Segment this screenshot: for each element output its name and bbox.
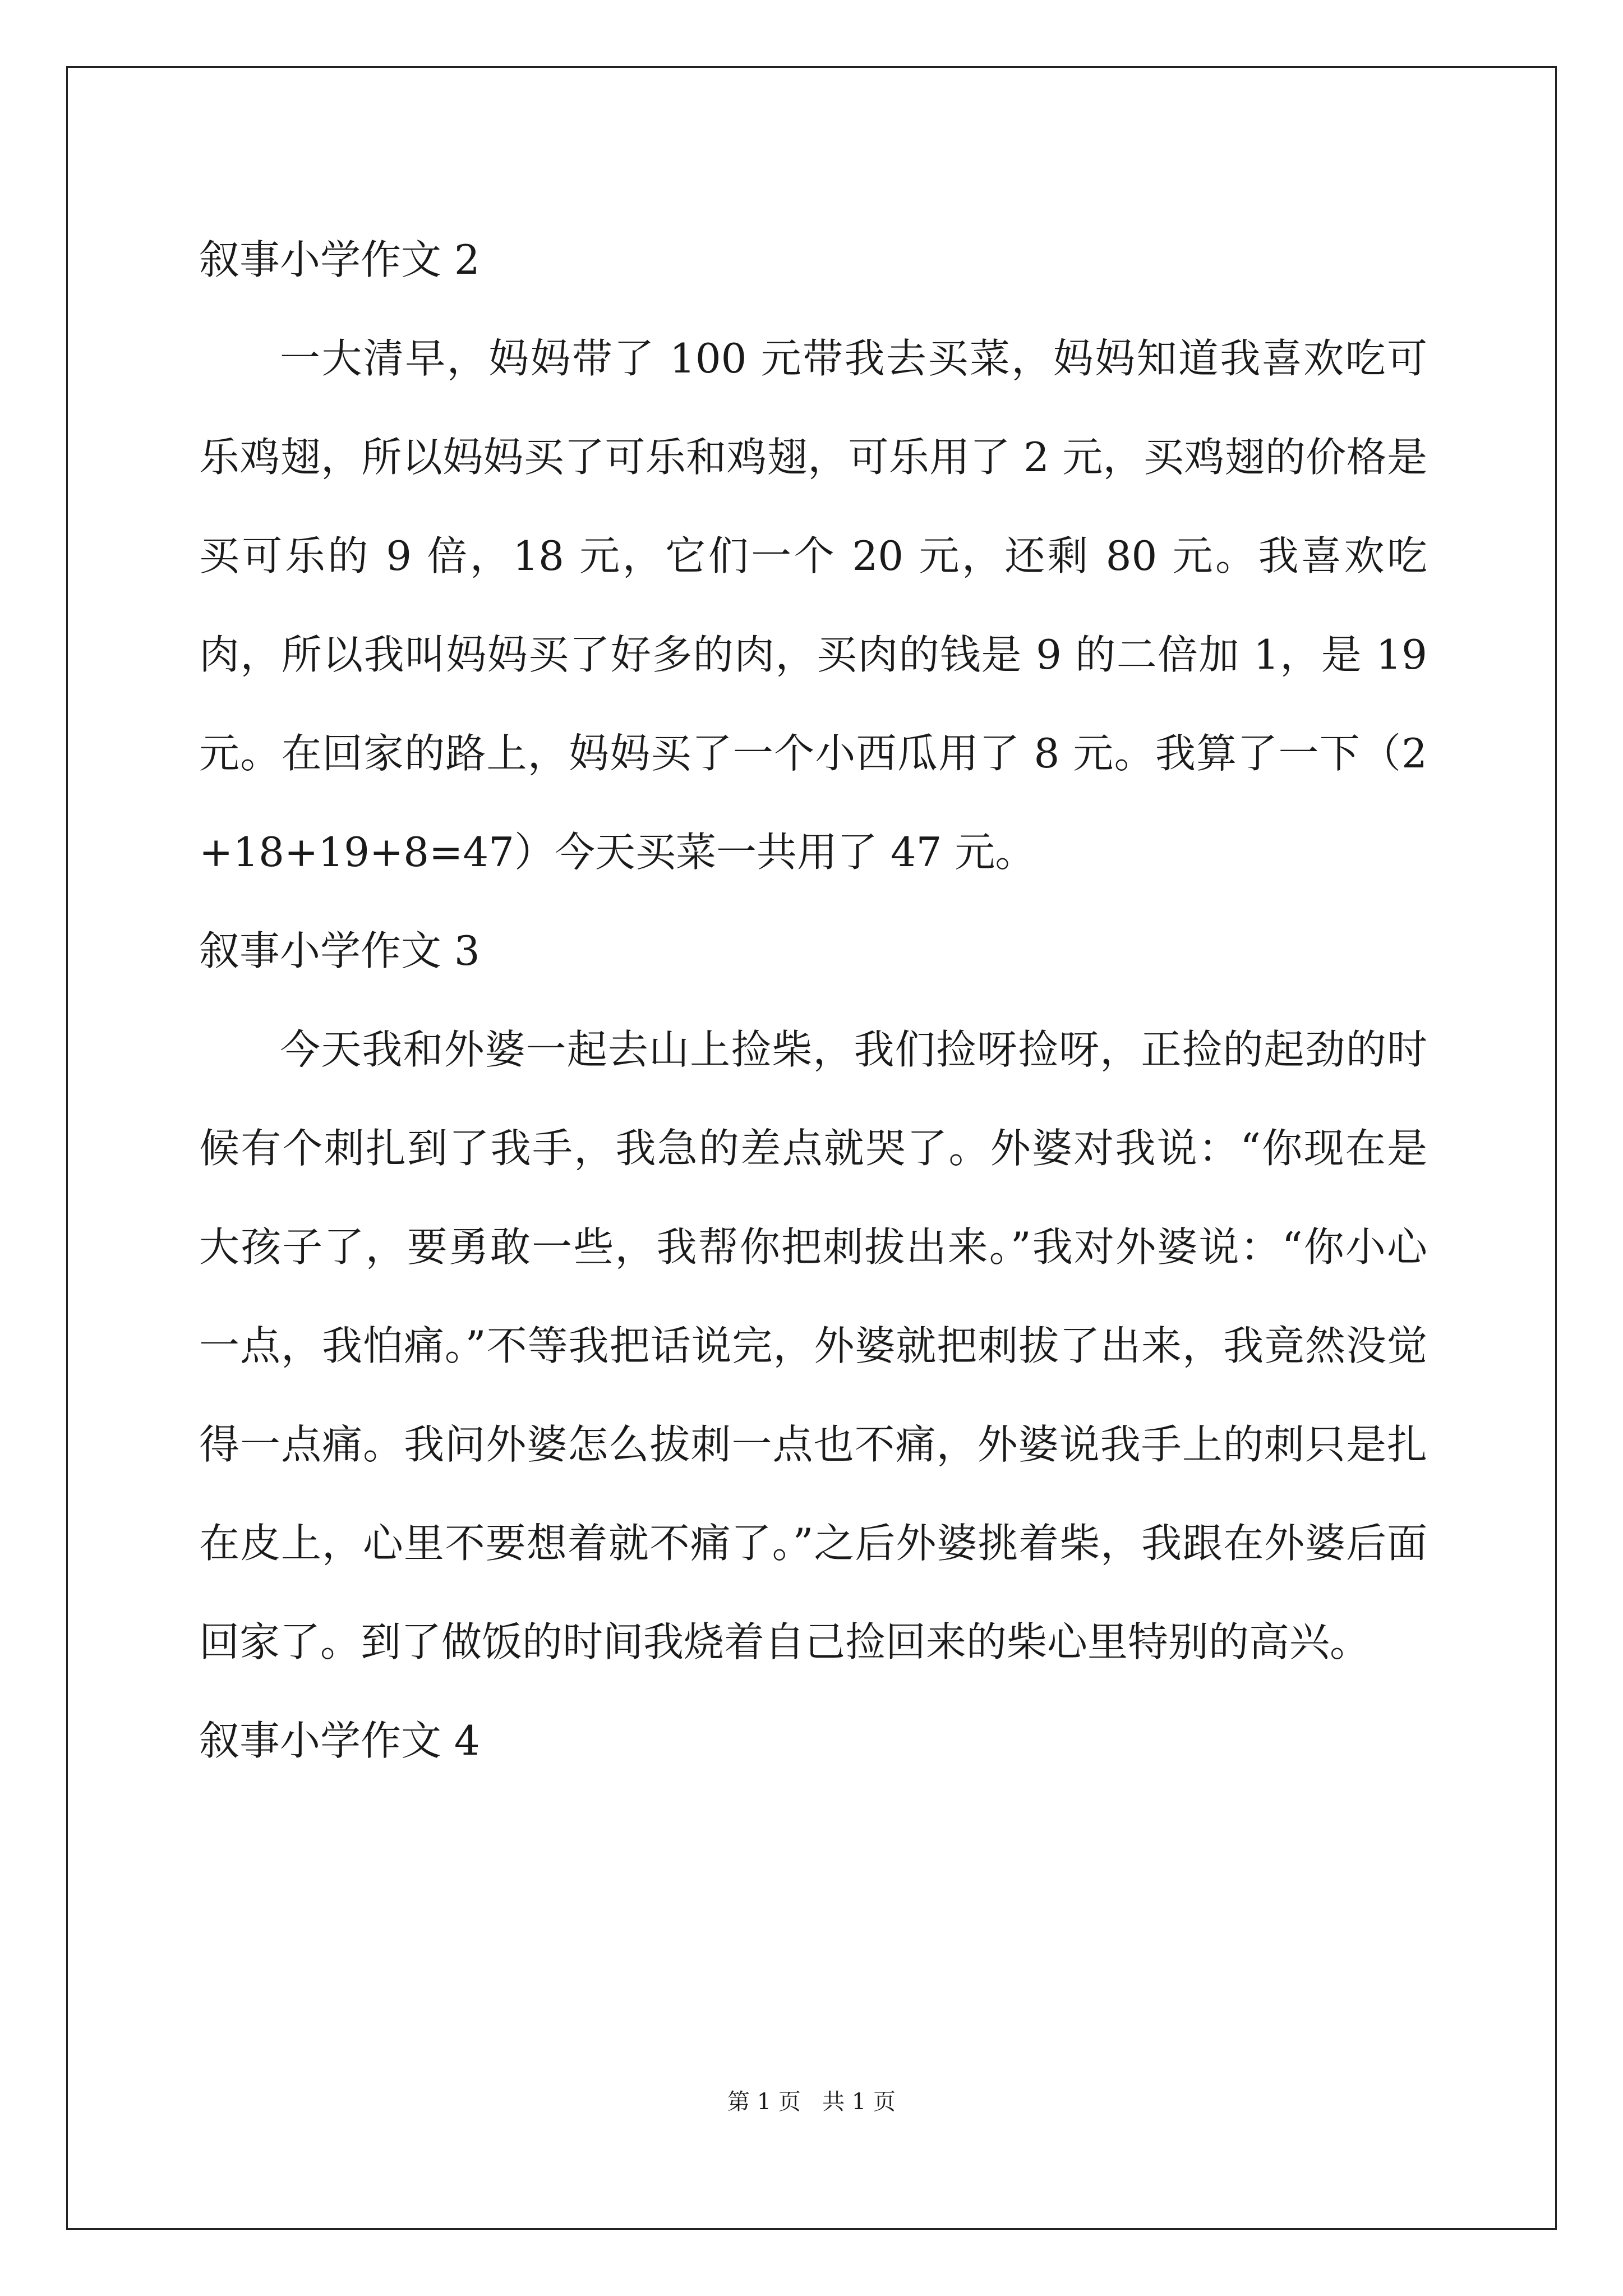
section-paragraph-2: 一大清早，妈妈带了 100 元带我去买菜，妈妈知道我喜欢吃可乐鸡翅，所以妈妈买了可乐和鸡翅，可乐用了 2 元，买鸡翅的价格是买可乐的 9 倍，18 元，它们一个 20 元，还剩 80 元。我喜欢吃肉，所以我叫妈妈买了好多的肉，买肉的钱是 9 的二倍加 1，是 19 元。在回家的路上，妈妈买了一个小西瓜用了 8 元。我算了一下（2+18+19+8=47）今天买菜一共用了 47 元。: [199, 335, 1427, 876]
section-heading-2: 叙事小学作文 2: [199, 236, 480, 283]
section-heading-4: 叙事小学作文 4: [199, 1717, 480, 1764]
section-heading-3: 叙事小学作文 3: [199, 927, 480, 974]
document-body: [199, 210, 1427, 1790]
page-footer: 第 1 页 共 1 页: [727, 2089, 896, 2115]
section-paragraph-3: 今天我和外婆一起去山上捡柴，我们捡呀捡呀，正捡的起劲的时候有个刺扎到了我手，我急的差点就哭了。外婆对我说：“你现在是大孩子了，要勇敢一些，我帮你把刺拔出来。”我对外婆说：“你小心一点，我怕痛。”不等我把话说完，外婆就把刺拔了出来，我竟然没觉得一点痛。我问外婆怎么拔刺一点也不痛，外婆说我手上的刺只是扎在皮上，心里不要想着就不痛了。”之后外婆挑着柴，我跟在外婆后面回家了。到了做饭的时间我烧着自己捡回来的柴心里特别的高兴。: [199, 1026, 1427, 1665]
